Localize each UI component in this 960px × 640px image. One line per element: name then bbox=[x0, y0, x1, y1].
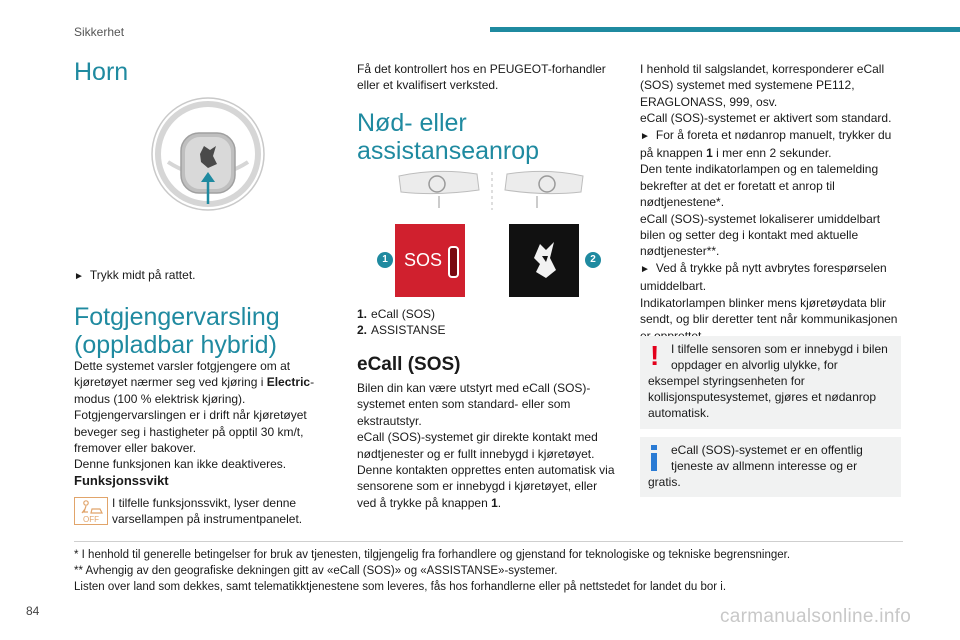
fault-text bbox=[112, 495, 302, 528]
emergency-heading bbox=[357, 109, 539, 165]
text-run: i mer enn 2 sekunder. bbox=[712, 146, 832, 161]
intro-line: eller et kvalifisert verksted. bbox=[357, 78, 499, 93]
legend-item bbox=[357, 322, 445, 338]
sos-button[interactable] bbox=[395, 224, 465, 297]
info-line: tjeneste av allmenn interesse og er bbox=[671, 459, 858, 473]
ceiling-console-illustration bbox=[397, 166, 587, 214]
detail-line: umiddelbart. bbox=[640, 279, 707, 294]
peugeot-lion-icon bbox=[524, 238, 564, 282]
button-ref: 1 bbox=[491, 495, 498, 510]
pedestrian-line: Fotgjengervarslingen er i drift når kjøretøyet bbox=[74, 408, 307, 423]
ecall-line: eCall (SOS)-systemet gir direkte kontakt med bbox=[357, 430, 598, 445]
text-run: . bbox=[497, 495, 502, 510]
detail-line: nødtjenestene*. bbox=[640, 195, 725, 210]
legend-number: 1. bbox=[357, 307, 368, 321]
detail-line: I henhold til salgslandet, korresponderer eCall bbox=[640, 62, 885, 76]
footnote-divider bbox=[74, 541, 903, 542]
pedestrian-heading-line1: Fotgjengervarsling bbox=[74, 303, 280, 331]
mode-name: Electric bbox=[266, 375, 311, 390]
info-line: eCall (SOS)-systemet er en offentlig bbox=[671, 443, 863, 457]
running-header: Sikkerhet bbox=[74, 25, 125, 39]
callout-1: 1 bbox=[377, 252, 393, 268]
pedestrian-line: beveger seg i hastigheter på opptil 30 km/t, bbox=[74, 424, 304, 439]
emergency-heading-line2: assistanseanrop bbox=[357, 137, 540, 165]
ecall-line bbox=[357, 495, 627, 511]
detail-line: eCall (SOS)-systemet er aktivert som standard. bbox=[640, 111, 892, 126]
text-run: ved å trykke på knappen bbox=[357, 495, 492, 510]
button-ref: 1 bbox=[706, 146, 713, 161]
detail-line: Den tente indikatorlampen og en talemelding bbox=[640, 162, 879, 177]
legend-text: ASSISTANSE bbox=[371, 323, 446, 338]
footnote: * I henhold til generelle betingelser for bruk av tjenesten, tilgjengelig fra forhandlere og gjenstand for teknologiske og tekniske begrensninger. bbox=[74, 549, 791, 561]
legend-number: 2. bbox=[357, 323, 368, 338]
detail-line: eCall (SOS)-systemet lokaliserer umiddelbart bbox=[640, 211, 881, 226]
pedestrian-heading bbox=[74, 303, 280, 359]
legend-item bbox=[357, 306, 445, 322]
pedestrian-warning-lamp-icon bbox=[74, 497, 108, 525]
sos-indicator-lamp bbox=[448, 246, 459, 278]
warning-line: eksempel styringsenheten for bbox=[648, 374, 805, 388]
ecall-line: sensorene som er innebygd i kjøretøyet, eller bbox=[357, 479, 598, 494]
pedestrian-line: fremover eller bakover. bbox=[74, 441, 197, 456]
assistance-button[interactable] bbox=[509, 224, 579, 297]
emergency-heading-line1: Nød- eller bbox=[357, 109, 467, 137]
warning-box bbox=[640, 336, 901, 429]
button-legend bbox=[357, 306, 445, 339]
legend-text: eCall (SOS) bbox=[371, 307, 436, 321]
fault-heading: Funksjonssvikt bbox=[74, 473, 169, 488]
fault-line: varsellampen på instrumentpanelet. bbox=[112, 512, 303, 527]
detail-line: bilen og setter deg i kontakt med aktuelle bbox=[640, 228, 859, 243]
callout-2: 2 bbox=[585, 252, 601, 268]
horn-heading: Horn bbox=[74, 58, 129, 86]
info-line: gratis. bbox=[648, 475, 681, 489]
footnote: Listen over land som dekkes, samt telematikktjenestene som leveres, fås hos forhandlerne eller på nettstedet for landet du bor i. bbox=[74, 581, 727, 593]
pedestrian-body bbox=[74, 358, 334, 473]
step-cancel-call: ► Ved å trykke på nytt avbrytes forespørselen bbox=[640, 260, 910, 278]
detail-line: sendt, og blir deretter tent når kommunikasjonen bbox=[640, 312, 898, 327]
ecall-line: ekstrautstyr. bbox=[357, 413, 422, 428]
pedestrian-line: modus (100 % elektrisk kjøring). bbox=[74, 391, 246, 406]
pedestrian-heading-line2: (oppladbar hybrid) bbox=[74, 331, 277, 359]
step-manual-call: ► For å foreta et nødanrop manuelt, trykker du bbox=[640, 127, 910, 145]
info-box bbox=[640, 437, 901, 497]
sos-label: SOS bbox=[404, 250, 443, 270]
ecall-body bbox=[357, 380, 627, 511]
steering-wheel-illustration bbox=[150, 96, 266, 212]
watermark: carmanualsonline.info bbox=[720, 606, 912, 627]
footnote: ** Avhengig av den geografiske dekningen gitt av «eCall (SOS)» og «ASSISTANSE»-systemer. bbox=[74, 565, 558, 577]
page-number: 84 bbox=[26, 604, 40, 618]
pedestrian-line: Denne funksjonen kan ikke deaktiveres. bbox=[74, 457, 287, 472]
warning-line: I tilfelle sensoren som er innebygd i bilen bbox=[671, 342, 888, 356]
intro-line: Få det kontrollert hos en PEUGEOT-forhandler bbox=[357, 62, 606, 76]
text-run: på knappen bbox=[640, 146, 707, 161]
warning-icon: ! bbox=[650, 340, 660, 371]
dealer-intro bbox=[357, 61, 606, 94]
detail-line: (SOS) systemet med systemene PE112, bbox=[640, 78, 855, 93]
ecall-line: Bilen din kan være utstyrt med eCall (SOS)- bbox=[357, 381, 591, 395]
ecall-line: systemet enten som standard- eller som bbox=[357, 397, 571, 412]
ecall-line: nødtjenester og er fullt innebygd i kjøretøyet. bbox=[357, 446, 595, 461]
warning-line: kollisjonsputesystemet, gjøres et nødanrop bbox=[648, 390, 877, 404]
horn-step: ► Trykk midt på rattet. bbox=[74, 267, 196, 285]
detail-line: Indikatorlampen blinker mens kjøretøydata blir bbox=[640, 295, 887, 310]
header-accent-bar bbox=[490, 27, 960, 32]
ecall-details bbox=[640, 61, 910, 344]
text-run: kjøretøyet nærmer seg ved kjøring i bbox=[74, 375, 267, 390]
detail-line: nødtjenester**. bbox=[640, 244, 720, 259]
fault-line: I tilfelle funksjonssvikt, lyser denne bbox=[112, 496, 297, 510]
pedestrian-line bbox=[74, 374, 334, 390]
text-run: - bbox=[310, 375, 315, 390]
detail-line: ERAGLONASS, 999, osv. bbox=[640, 94, 778, 109]
lamp-label: OFF bbox=[83, 515, 99, 524]
warning-line: oppdager en alvorlig ulykke, for bbox=[671, 358, 838, 372]
ecall-heading: eCall (SOS) bbox=[357, 354, 461, 375]
footnotes bbox=[74, 547, 914, 595]
detail-line bbox=[640, 145, 910, 161]
detail-line: bekrefter at det er foretatt et anrop til bbox=[640, 178, 835, 193]
warning-line: automatisk. bbox=[648, 406, 710, 420]
ecall-line: Denne kontakten opprettes enten automatisk via bbox=[357, 463, 615, 478]
info-icon bbox=[649, 445, 659, 471]
pedestrian-line: Dette systemet varsler fotgjengere om at bbox=[74, 359, 291, 373]
